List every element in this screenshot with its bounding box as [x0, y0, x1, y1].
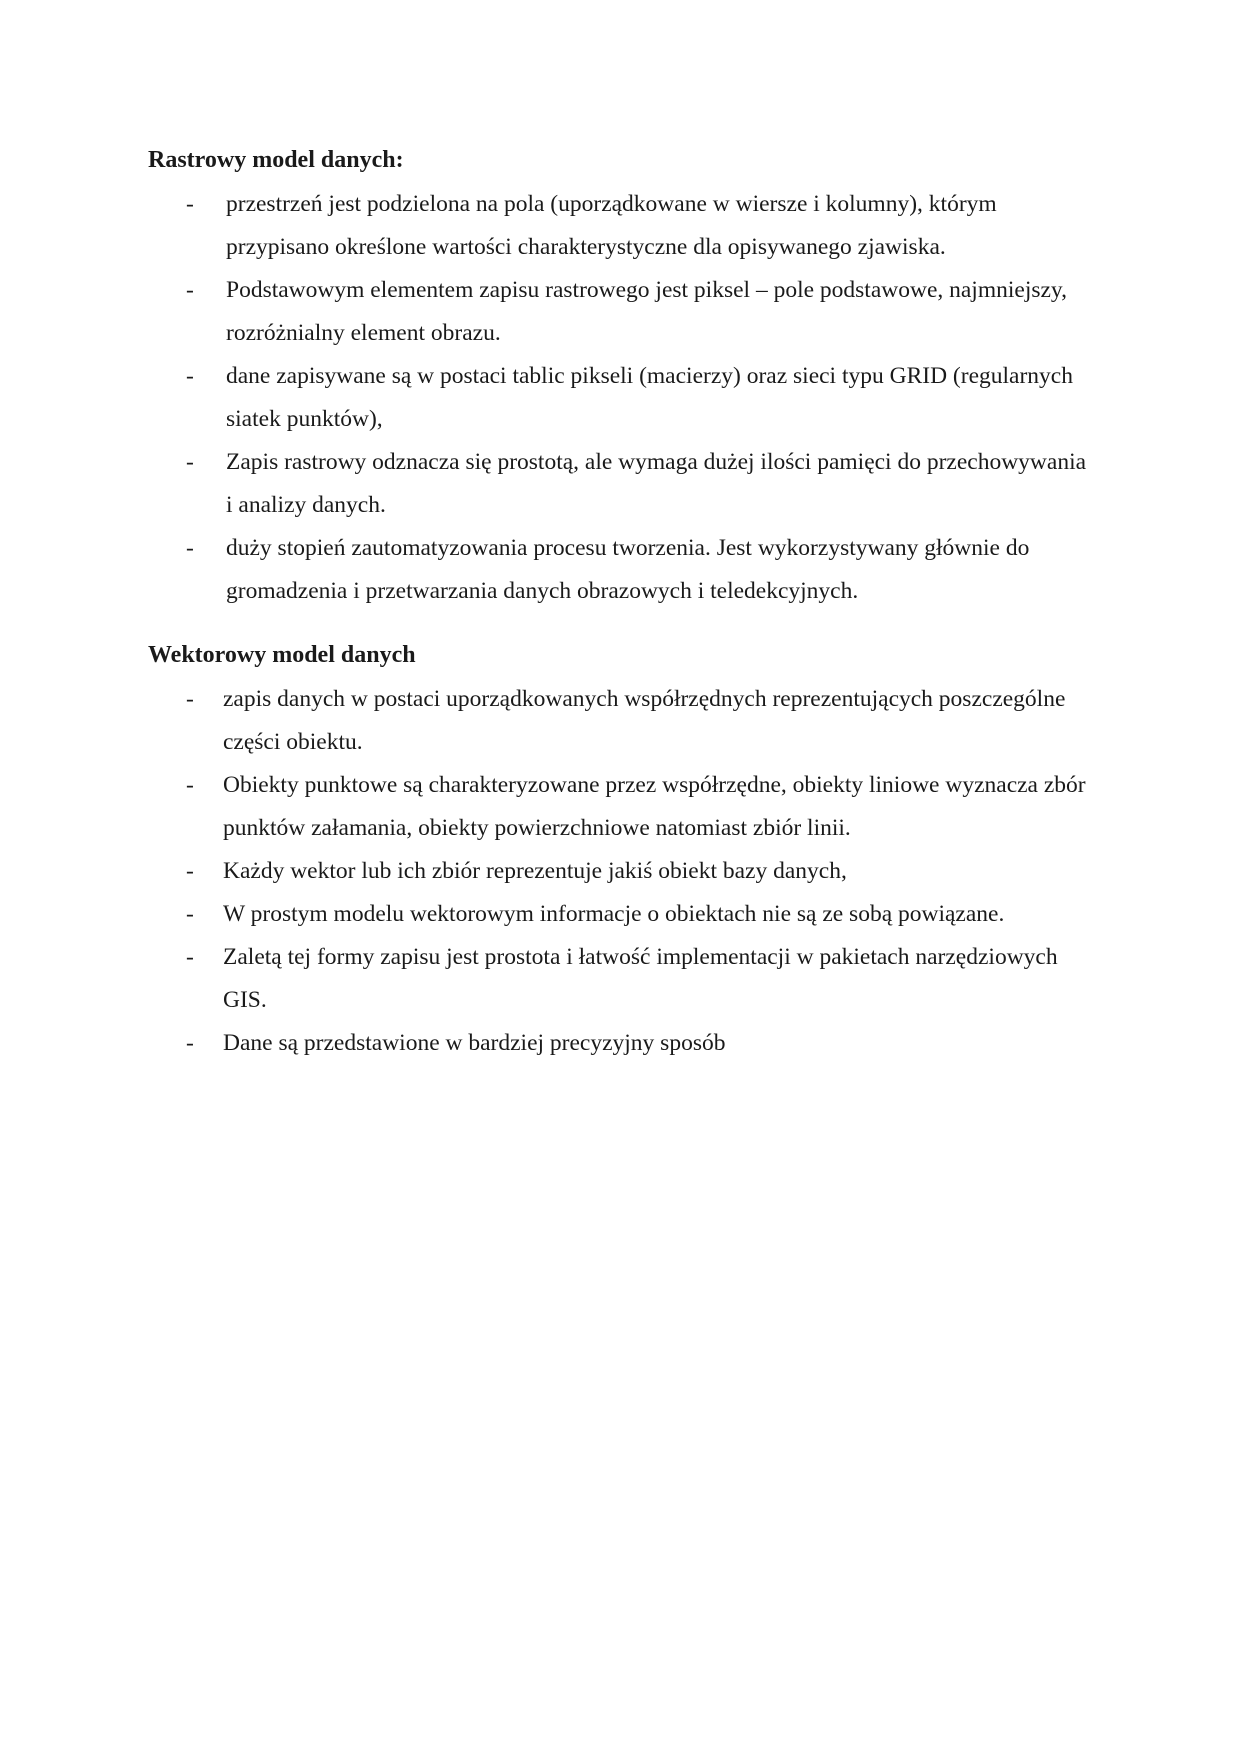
list-item-text: Każdy wektor lub ich zbiór reprezentuje jakiś obiekt bazy danych, — [223, 858, 847, 884]
list-item — [148, 183, 1088, 269]
list-item — [148, 441, 1088, 527]
bullet-dash: - — [186, 772, 194, 798]
list-item — [148, 678, 1088, 764]
vector-model-list — [148, 678, 1088, 1065]
bullet-dash: - — [186, 449, 194, 475]
list-item-text: Dane są przedstawione w bardziej precyzyjny sposób — [223, 1030, 726, 1056]
list-item-text: dane zapisywane są w postaci tablic pikseli (macierzy) oraz sieci typu GRID (regularnych siatek punktów), — [226, 363, 1073, 432]
list-item — [148, 893, 1088, 936]
list-item — [148, 936, 1088, 1022]
list-item — [148, 527, 1088, 613]
bullet-dash: - — [186, 191, 194, 217]
bullet-dash: - — [186, 686, 194, 712]
list-item-text: Zaletą tej formy zapisu jest prostota i łatwość implementacji w pakietach narzędziowych GIS. — [223, 944, 1058, 1013]
raster-model-section — [148, 143, 1088, 613]
bullet-dash: - — [186, 901, 194, 927]
bullet-dash: - — [186, 944, 194, 970]
list-item-text: Zapis rastrowy odznacza się prostotą, ale wymaga dużej ilości pamięci do przechowywania i analizy danych. — [226, 449, 1087, 518]
vector-model-section — [148, 638, 1088, 1065]
bullet-dash: - — [186, 535, 194, 561]
list-item-text: przestrzeń jest podzielona na pola (uporządkowane w wiersze i kolumny), którym przypisano określone wartości charakterystyczne dla opisywanego zjawiska. — [226, 191, 997, 260]
bullet-dash: - — [186, 1030, 194, 1056]
raster-model-heading: Rastrowy model danych: — [148, 147, 404, 173]
list-item — [148, 269, 1088, 355]
list-item — [148, 1022, 1088, 1065]
bullet-dash: - — [186, 363, 194, 389]
list-item-text: zapis danych w postaci uporządkowanych współrzędnych reprezentujących poszczególne części obiektu. — [223, 686, 1066, 755]
bullet-dash: - — [186, 858, 194, 884]
vector-model-heading: Wektorowy model danych — [148, 642, 416, 668]
list-item-text: duży stopień zautomatyzowania procesu tworzenia. Jest wykorzystywany głównie do gromadzenia i przetwarzania danych obrazowych i teledekcyjnych. — [226, 535, 1030, 604]
list-item — [148, 850, 1088, 893]
raster-model-list — [148, 183, 1088, 613]
list-item — [148, 764, 1088, 850]
list-item — [148, 355, 1088, 441]
bullet-dash: - — [186, 277, 194, 303]
list-item-text: Obiekty punktowe są charakteryzowane przez współrzędne, obiekty liniowe wyznacza zbór punktów załamania, obiekty powierzchniowe natomiast zbiór linii. — [223, 772, 1086, 841]
list-item-text: W prostym modelu wektorowym informacje o obiektach nie są ze sobą powiązane. — [223, 901, 1005, 927]
list-item-text: Podstawowym elementem zapisu rastrowego jest piksel – pole podstawowe, najmniejszy, rozróżnialny element obrazu. — [226, 277, 1068, 346]
